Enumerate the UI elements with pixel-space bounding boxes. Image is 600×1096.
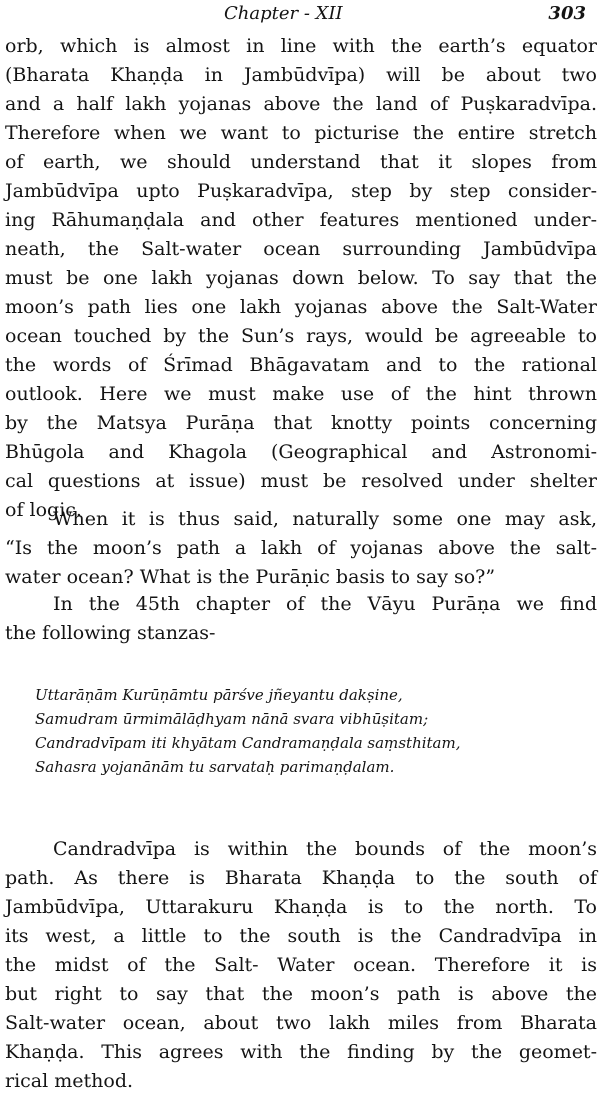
text-line: neath, the Salt-water ocean surrounding Jambūdvīpa xyxy=(5,238,597,260)
text-line: Bhūgola and Khagola (Geographical and Astronomi- xyxy=(5,441,597,463)
page-header xyxy=(0,2,600,26)
verse-line: Sahasra yojanānām tu sarvataḥ parimaṇḍalam. xyxy=(35,758,395,776)
verse-line: Uttarāṇām Kurūṇāmtu pārśve jñeyantu dakṣine, xyxy=(35,686,403,704)
paragraph-2 xyxy=(5,505,597,592)
text-line: outlook. Here we must make use of the hint thrown xyxy=(5,383,597,405)
text-line: and a half lakh yojanas above the land of Puṣkaradvīpa. xyxy=(5,93,597,115)
chapter-title: Chapter - XII xyxy=(224,3,343,24)
text-line: of earth, we should understand that it slopes from xyxy=(5,151,597,173)
text-line: the words of Śrīmad Bhāgavatam and to the rational xyxy=(5,354,597,376)
text-line: its west, a little to the south is the Candradvīpa in xyxy=(5,925,597,947)
text-line: water ocean? What is the Purāṇic basis to say so?” xyxy=(5,566,496,588)
text-line: Salt-water ocean, about two lakh miles from Bharata xyxy=(5,1012,597,1034)
text-line: ing Rāhumaṇḍala and other features mentioned under- xyxy=(5,209,597,231)
text-line: of logic. xyxy=(5,499,82,521)
paragraph-1 xyxy=(5,32,597,525)
paragraph-4 xyxy=(5,835,597,1096)
paragraph-3 xyxy=(5,590,597,648)
text-line: Jambūdvīpa upto Puṣkaradvīpa, step by step consider- xyxy=(5,180,597,202)
text-line: orb, which is almost in line with the earth’s equator xyxy=(5,35,597,57)
text-line: Jambūdvīpa, Uttarakuru Khaṇḍa is to the north. To xyxy=(5,896,597,918)
text-line: but right to say that the moon’s path is above the xyxy=(5,983,597,1005)
text-line: the midst of the Salt- Water ocean. Therefore it is xyxy=(5,954,597,976)
text-line: must be one lakh yojanas down below. To say that the xyxy=(5,267,597,289)
text-line: “Is the moon’s path a lakh of yojanas above the salt- xyxy=(5,537,597,559)
text-line: by the Matsya Purāṇa that knotty points concerning xyxy=(5,412,597,434)
text-line: path. As there is Bharata Khaṇḍa to the south of xyxy=(5,867,597,889)
text-line: moon’s path lies one lakh yojanas above the Salt-Water xyxy=(5,296,597,318)
text-line: ocean touched by the Sun’s rays, would be agreeable to xyxy=(5,325,597,347)
text-line: the following stanzas- xyxy=(5,622,216,644)
text-line: When it is thus said, naturally some one may ask, xyxy=(53,508,597,530)
page-number: 303 xyxy=(548,3,586,24)
text-line: In the 45th chapter of the Vāyu Purāṇa we find xyxy=(53,593,597,615)
text-line: cal questions at issue) must be resolved under shelter xyxy=(5,470,597,492)
text-line: Candradvīpa is within the bounds of the moon’s xyxy=(53,838,597,860)
verse-line: Candradvīpam iti khyātam Candramaṇḍala saṃsthitam, xyxy=(35,734,461,752)
verse-line: Samudram ūrmimālāḍhyam nānā svara vibhūṣitam; xyxy=(35,710,429,728)
text-line: Khaṇḍa. This agrees with the finding by the geomet- xyxy=(5,1041,597,1063)
text-line: Therefore when we want to picturise the entire stretch xyxy=(5,122,597,144)
text-line: rical method. xyxy=(5,1070,134,1092)
text-line: (Bharata Khaṇḍa in Jambūdvīpa) will be about two xyxy=(5,64,597,86)
sanskrit-verse xyxy=(35,683,555,779)
